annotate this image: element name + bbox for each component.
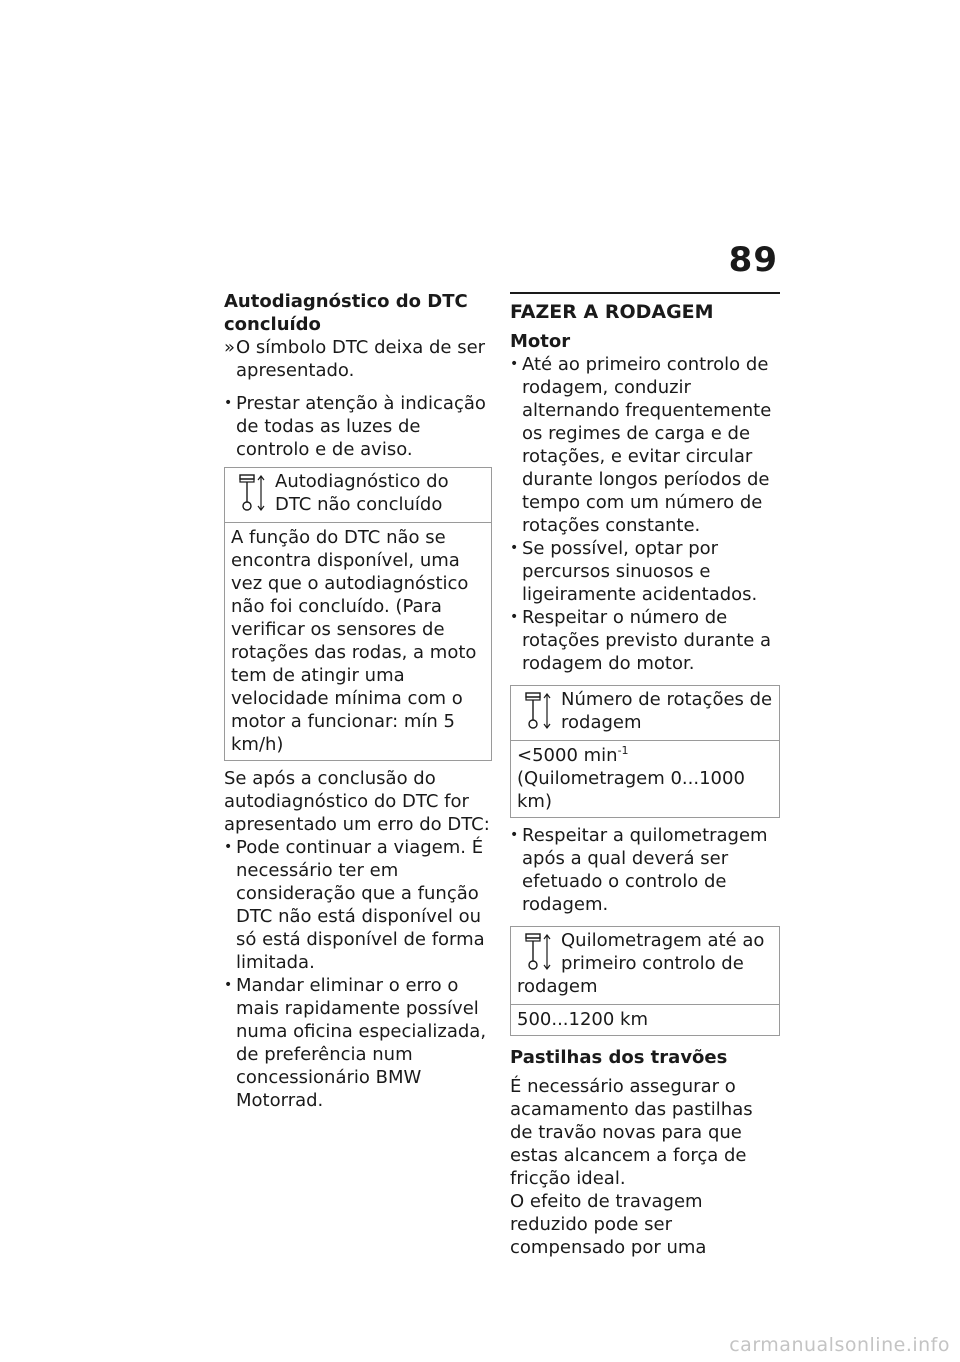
engine-spec-icon xyxy=(237,474,267,512)
right-column xyxy=(510,292,780,1259)
watermark: carmanualsonline.info xyxy=(729,1334,950,1356)
after-box-paragraph: Se após a conclusão do autodiagnóstico do DTC for apresentado um erro do DTC: xyxy=(224,768,490,835)
pads-heading: Pastilhas dos travões xyxy=(510,1047,728,1068)
list-item-text: Mandar eliminar o erro o mais rapidamente possível numa oficina especializada, de preferência num concessionário BMW Motorrad. xyxy=(236,975,487,1111)
list-item xyxy=(510,537,780,606)
bullet-icon: • xyxy=(510,356,519,372)
dtc-incomplete-box xyxy=(224,467,492,761)
box-header xyxy=(225,468,491,522)
box-title: Quilometragem até ao primeiro controlo de rodagem xyxy=(517,930,765,997)
list-item-text: Se possível, optar por percursos sinuosos e ligeiramente acidentados. xyxy=(522,538,758,605)
list-item-text: Respeitar o número de rotações previsto durante a rodagem do motor. xyxy=(522,607,772,674)
section-title: FAZER A RODAGEM xyxy=(510,292,780,324)
rpm-box xyxy=(510,685,780,818)
list-item-text: Até ao primeiro controlo de rodagem, conduzir alternando frequentemente os regimes de carga e de rotações, e evitar circular durante longos períodos de tempo com um número de rotações constante. xyxy=(522,354,772,536)
engine-spec-icon xyxy=(523,933,553,971)
rpm-unit-exponent: -1 xyxy=(617,744,629,757)
pads-paragraph: É necessário assegurar o acamamento das pastilhas de travão novas para que estas alcancem a força de fricção ideal. xyxy=(510,1076,753,1189)
list-item xyxy=(224,974,492,1112)
pads-paragraph: O efeito de travagem reduzido pode ser compensado por uma xyxy=(510,1191,707,1258)
result-item xyxy=(224,336,492,382)
box-body xyxy=(511,740,779,817)
list-item xyxy=(224,836,492,974)
box-header xyxy=(511,686,779,740)
list-item-text: Pode continuar a viagem. É necessário ter em consideração que a função DTC não está disponível ou só está disponível de forma limitada. xyxy=(236,837,485,973)
list-item xyxy=(224,392,492,461)
list-item xyxy=(510,606,780,675)
bullet-icon: • xyxy=(224,395,233,411)
box-title: Número de rotações de rodagem xyxy=(561,689,773,733)
page-number: 89 xyxy=(728,240,778,280)
box-header xyxy=(511,927,779,1004)
motor-heading: Motor xyxy=(510,331,571,352)
list-item-text: Prestar atenção à indicação de todas as luzes de controlo e de aviso. xyxy=(236,393,486,460)
bullet-icon: • xyxy=(510,540,519,556)
rpm-mileage: (Quilometragem 0...1000 km) xyxy=(517,768,745,812)
engine-spec-icon xyxy=(523,692,553,730)
bullet-icon: • xyxy=(510,609,519,625)
bullet-icon: • xyxy=(510,827,519,843)
box-title: Autodiagnóstico do DTC não concluído xyxy=(275,471,449,515)
box-body: 500...1200 km xyxy=(511,1004,779,1035)
bullet-icon: • xyxy=(224,839,233,855)
list-item xyxy=(510,824,780,916)
list-item xyxy=(510,353,780,537)
list-item-text: Respeitar a quilometragem após a qual deverá ser efetuado o controlo de rodagem. xyxy=(522,825,768,915)
bullet-icon: • xyxy=(224,977,233,993)
rpm-value: <5000 min xyxy=(517,745,618,766)
left-column xyxy=(224,290,492,1112)
mileage-box xyxy=(510,926,780,1036)
box-body: A função do DTC não se encontra disponível, uma vez que o autodiagnóstico não foi concluído. (Para verificar os sensores de rotações das rodas, a moto tem de atingir uma velocidade mínima com o motor a funcionar: mín 5 km/h) xyxy=(225,522,491,760)
result-marker: » xyxy=(224,337,236,358)
result-text: O símbolo DTC deixa de ser apresentado. xyxy=(236,337,486,381)
dtc-complete-heading: Autodiagnóstico do DTC concluído xyxy=(224,291,468,335)
